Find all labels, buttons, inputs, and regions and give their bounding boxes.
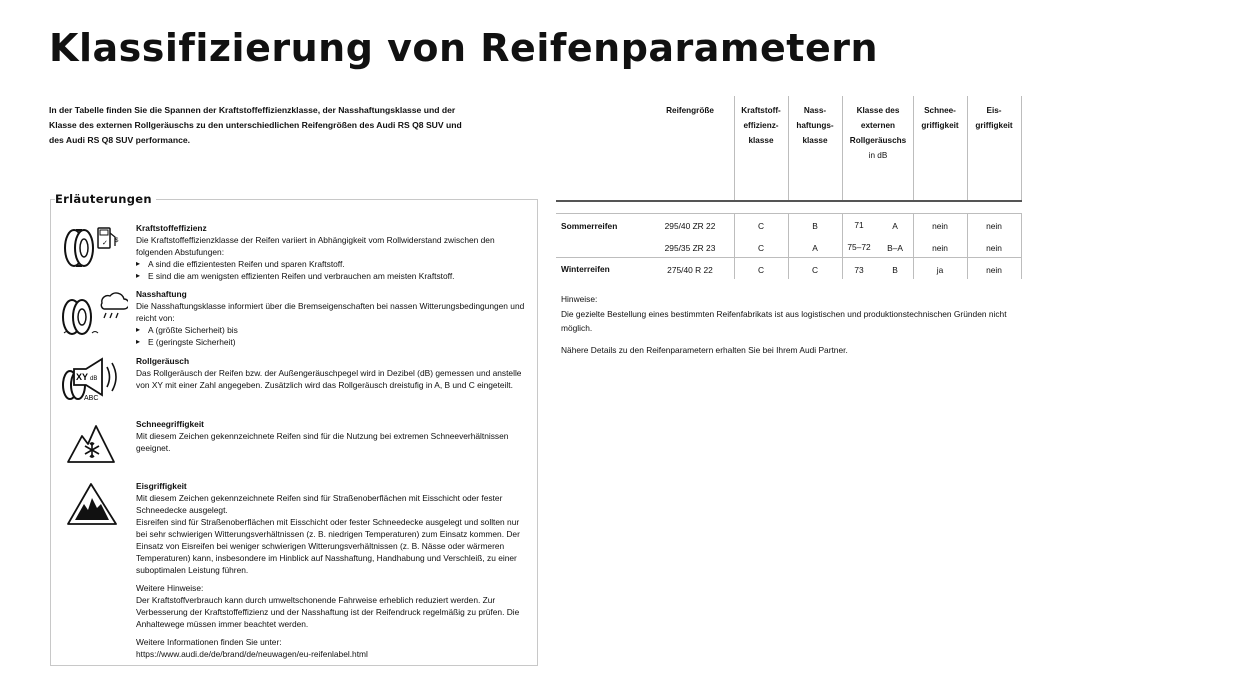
table-cell: 71 — [854, 220, 864, 230]
intro-text: In der Tabelle finden Sie die Spannen der Kraftstoffeffizienzklasse, der Nasshaftungsklasse und der Klasse des externen Rollgeräuschs zu den unterschiedlichen Reifengrößen des Audi RS Q8 SUV und des Audi RS Q8 SUV performance. — [49, 105, 462, 145]
snowflake-mountain-icon — [66, 418, 116, 464]
table-cell: C — [757, 265, 765, 275]
svg-text:✓: ✓ — [102, 240, 108, 247]
col-header-snow: Schnee- griffigkeit — [921, 106, 959, 130]
rolling-noise-heading: Rollgeräusch — [136, 356, 190, 366]
rolling-noise-icon — [60, 355, 126, 405]
table-cell: A — [892, 221, 898, 231]
notes-section — [561, 292, 1031, 357]
noise-icon-classes: ABC — [84, 395, 99, 402]
table-cell: nein — [932, 221, 948, 231]
table-row-group: Sommerreifen — [561, 221, 618, 231]
table-cell: nein — [932, 243, 948, 253]
table-cell: nein — [986, 243, 1002, 253]
table-body — [556, 213, 1022, 279]
table-header — [556, 96, 1022, 202]
further-notes-text: Der Kraftstoffverbrauch kann durch umweltschonende Fahrweise erheblich reduziert werden. Zur Verbesserung der Kraftstoffeffizienz und der Nasshaftung ist der Reifendruck regelmäßig zu prüfen. Die Anhaltewege müssen immer beachtet werden. — [136, 595, 520, 629]
ice-grip-text: Mit diesem Zeichen gekennzeichnete Reifen sind für Straßenoberflächen mit Eisschicht oder fester Schneedecke ausgelegt. — [136, 493, 503, 515]
list-item: ▸ E (geringste Sicherheit) — [136, 336, 528, 348]
snow-grip-heading: Schneegriffigkeit — [136, 419, 204, 429]
col-header-ice: Eis- griffigkeit — [975, 106, 1013, 130]
table-row-group: Winterreifen — [561, 264, 610, 274]
ice-mountain-icon — [66, 480, 118, 528]
ice-grip-text-2: Eisreifen sind für Straßenoberflächen mit Eisschicht oder fester Schneedecke ausgelegt und sollten nur bei sehr schwierigen Witterungsverhältnissen (z. B. niedrigen Temperaturen) zum Einsatz kommen. Der Einsatz von Eisreifen bei weniger schwierigen Witterungsverhältnissen (z. B. Nässe oder wärmeren Temperaturen) kann, insbesondere im Hinblick auf Nasshaftung, Handhabung und Verschleiß, zu einer suboptimalen Leistung führen. — [136, 517, 520, 575]
fuel-efficiency-icon — [62, 224, 128, 268]
ice-grip-heading: Eisgriffigkeit — [136, 481, 187, 491]
rolling-noise-section — [136, 355, 528, 391]
table-cell: nein — [986, 221, 1002, 231]
table-cell: A — [812, 243, 818, 253]
fuel-efficiency-section — [136, 222, 528, 282]
table-cell: C — [757, 243, 765, 253]
table-cell: B–A — [887, 243, 903, 253]
table-cell: B — [892, 265, 898, 275]
table-cell: C — [811, 265, 819, 275]
page-title: Klassifizierung von Reifenparametern — [49, 26, 879, 70]
table-cell: 295/40 ZR 22 — [664, 221, 716, 231]
table-cell: 275/40 R 22 — [667, 265, 713, 275]
snow-grip-text: Mit diesem Zeichen gekennzeichnete Reifen sind für die Nutzung bei extremen Schneeverhältnissen geeignet. — [136, 431, 509, 453]
fuel-efficiency-text: Die Kraftstoffeffizienzklasse der Reifen variiert in Abhängigkeit vom Rollwiderstand zwischen den folgenden Abstufungen: — [136, 235, 495, 257]
list-item: ▸ A sind die effizientesten Reifen und sparen Kraftstoff. — [136, 258, 528, 270]
notes-line-2: Nähere Details zu den Reifenparametern erhalten Sie bei Ihrem Audi Partner. — [561, 344, 848, 355]
further-notes-heading: Weitere Hinweise: — [136, 583, 204, 593]
table-cell: C — [757, 221, 765, 231]
svg-text:$: $ — [115, 238, 119, 244]
list-item: ▸ A (größte Sicherheit) bis — [136, 324, 528, 336]
col-header-fuel: Kraftstoff- effizienz- klasse — [741, 106, 781, 145]
table-cell: B — [812, 221, 818, 231]
table-cell: 75–72 — [847, 242, 871, 252]
wet-grip-icon — [58, 289, 128, 337]
wet-grip-text: Die Nasshaftungsklasse informiert über die Bremseigenschaften bei nassen Witterungsbedingungen und reicht von: — [136, 301, 525, 323]
table-cell: 295/35 ZR 23 — [664, 243, 716, 253]
table-cell: 73 — [854, 265, 864, 275]
wet-grip-heading: Nasshaftung — [136, 289, 187, 299]
notes-heading: Hinweise: — [561, 294, 598, 304]
noise-icon-label: XY — [76, 372, 89, 382]
col-header-wet: Nass- haftungs- klasse — [796, 106, 834, 145]
fuel-efficiency-heading: Kraftstoffeffizienz — [136, 223, 207, 233]
rolling-noise-text: Das Rollgeräusch der Reifen bzw. der Außengeräuschpegel wird in Dezibel (dB) gemessen und anstelle von XY mit einer Zahl angegeben. Zusätzlich wird das Rollgeräusch dreistufig in A, B und C eingeteilt. — [136, 368, 522, 390]
wet-grip-section — [136, 288, 528, 348]
table-cell: nein — [986, 265, 1002, 275]
snow-grip-section — [136, 418, 528, 454]
more-info-link[interactable]: https://www.audi.de/de/brand/de/neuwagen/eu-reifenlabel.html — [136, 649, 368, 659]
ice-grip-section — [136, 480, 528, 660]
notes-line-1: Die gezielte Bestellung eines bestimmten Reifenfabrikats ist aus logistischen und produktionstechnischen Gründen nicht möglich. — [561, 308, 1007, 333]
legend-title: Erläuterungen — [55, 192, 156, 206]
col-header-noise: Klasse des externen Rollgeräuschs in dB — [849, 106, 907, 160]
col-header-size: Reifengröße — [666, 106, 714, 115]
more-info-heading: Weitere Informationen finden Sie unter: — [136, 637, 282, 647]
noise-icon-unit: dB — [90, 376, 98, 382]
list-item: ▸ E sind die am wenigsten effizienten Reifen und verbrauchen am meisten Kraftstoff. — [136, 270, 528, 282]
table-cell: ja — [936, 265, 944, 275]
